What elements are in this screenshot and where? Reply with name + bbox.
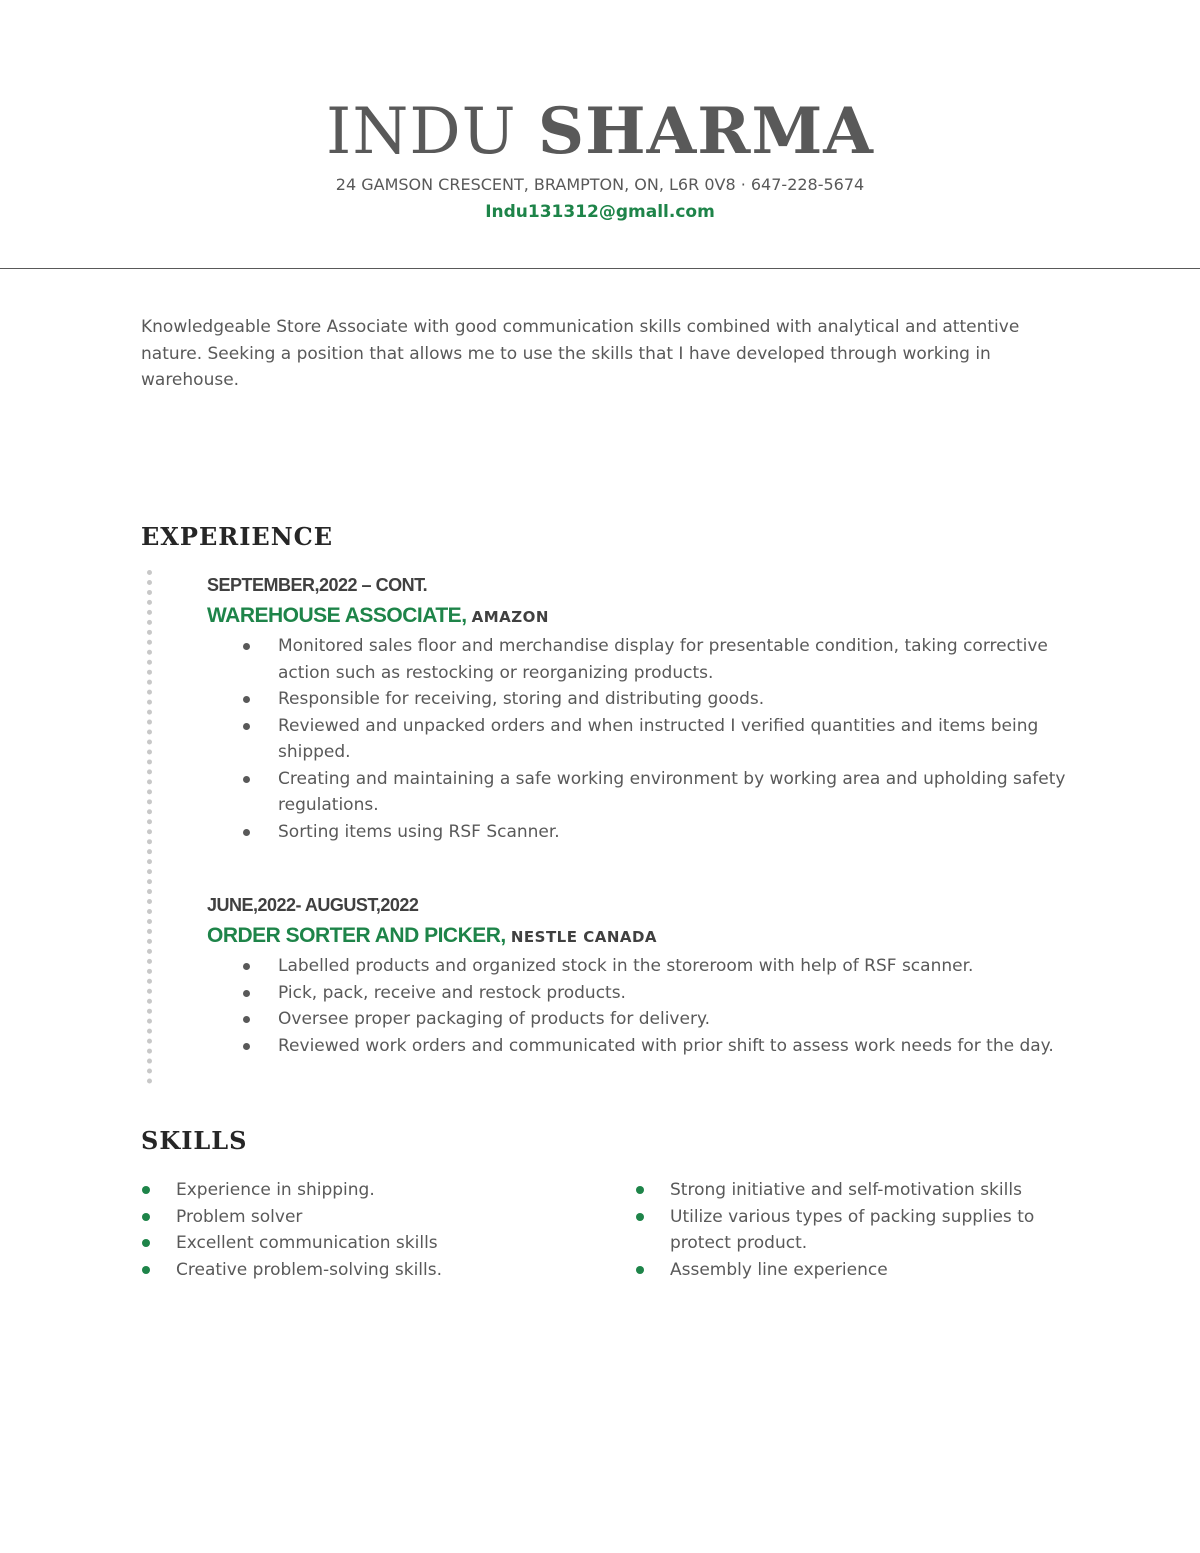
candidate-name [0,92,1200,172]
job-dates: SEPTEMBER,2022 – CONT. [207,575,428,595]
skill-item: Excellent communication skills [141,1230,561,1257]
job-dates: JUNE,2022- AUGUST,2022 [207,895,419,915]
job-duty-item: Creating and maintaining a safe working environment by working area and upholding safety regulations. [207,766,1077,819]
last-name: SHARMA [537,94,874,169]
contact-line: 24 GAMSON CRESCENT, BRAMPTON, ON, L6R 0V8 · 647-228-5674 [335,175,865,194]
skills-heading: SKILLS [141,1126,248,1155]
job-duties-list [207,953,1077,1059]
skills-list [141,1177,561,1283]
skills-list [635,1177,1055,1283]
job-duty-item: Reviewed work orders and communicated with prior shift to assess work needs for the day. [207,1033,1077,1060]
job-entry [207,573,1077,845]
job-role [207,922,1077,951]
experience-heading: EXPERIENCE [141,522,334,551]
job-company: AMAZON [471,608,549,626]
first-name: INDU [326,95,517,169]
email-link[interactable]: Indu131312@gmall.com [485,202,715,222]
job-duty-item: Monitored sales floor and merchandise display for presentable condition, taking corrective action such as restocking or reorganizing products. [207,633,1077,686]
job-duty-item: Labelled products and organized stock in the storeroom with help of RSF scanner. [207,953,1077,980]
job-entry [207,893,1077,1059]
job-duty-item: Sorting items using RSF Scanner. [207,819,1077,846]
skills-column-left [141,1177,561,1283]
skill-item: Creative problem-solving skills. [141,1257,561,1284]
summary-paragraph: Knowledgeable Store Associate with good communication skills combined with analytical and attentive nature. Seeking a position that allows me to use the skills that I have developed through working in warehouse. [141,317,1020,390]
job-role [207,602,1077,631]
experience-timeline-line [147,570,152,1084]
job-duty-item: Responsible for receiving, storing and distributing goods. [207,686,1077,713]
job-duty-item: Pick, pack, receive and restock products. [207,980,1077,1007]
skills-column-right [635,1177,1055,1283]
header-divider [0,268,1200,269]
skill-item: Utilize various types of packing supplies to protect product. [635,1204,1055,1257]
skill-item: Problem solver [141,1204,561,1231]
job-duty-item: Reviewed and unpacked orders and when instructed I verified quantities and items being shipped. [207,713,1077,766]
job-title: ORDER SORTER AND PICKER, [207,924,506,947]
skill-item: Experience in shipping. [141,1177,561,1204]
skill-item: Assembly line experience [635,1257,1055,1284]
job-title: WAREHOUSE ASSOCIATE, [207,604,467,627]
job-duty-item: Oversee proper packaging of products for delivery. [207,1006,1077,1033]
job-company: NESTLE CANADA [510,928,658,946]
job-duties-list [207,633,1077,845]
skill-item: Strong initiative and self-motivation skills [635,1177,1055,1204]
